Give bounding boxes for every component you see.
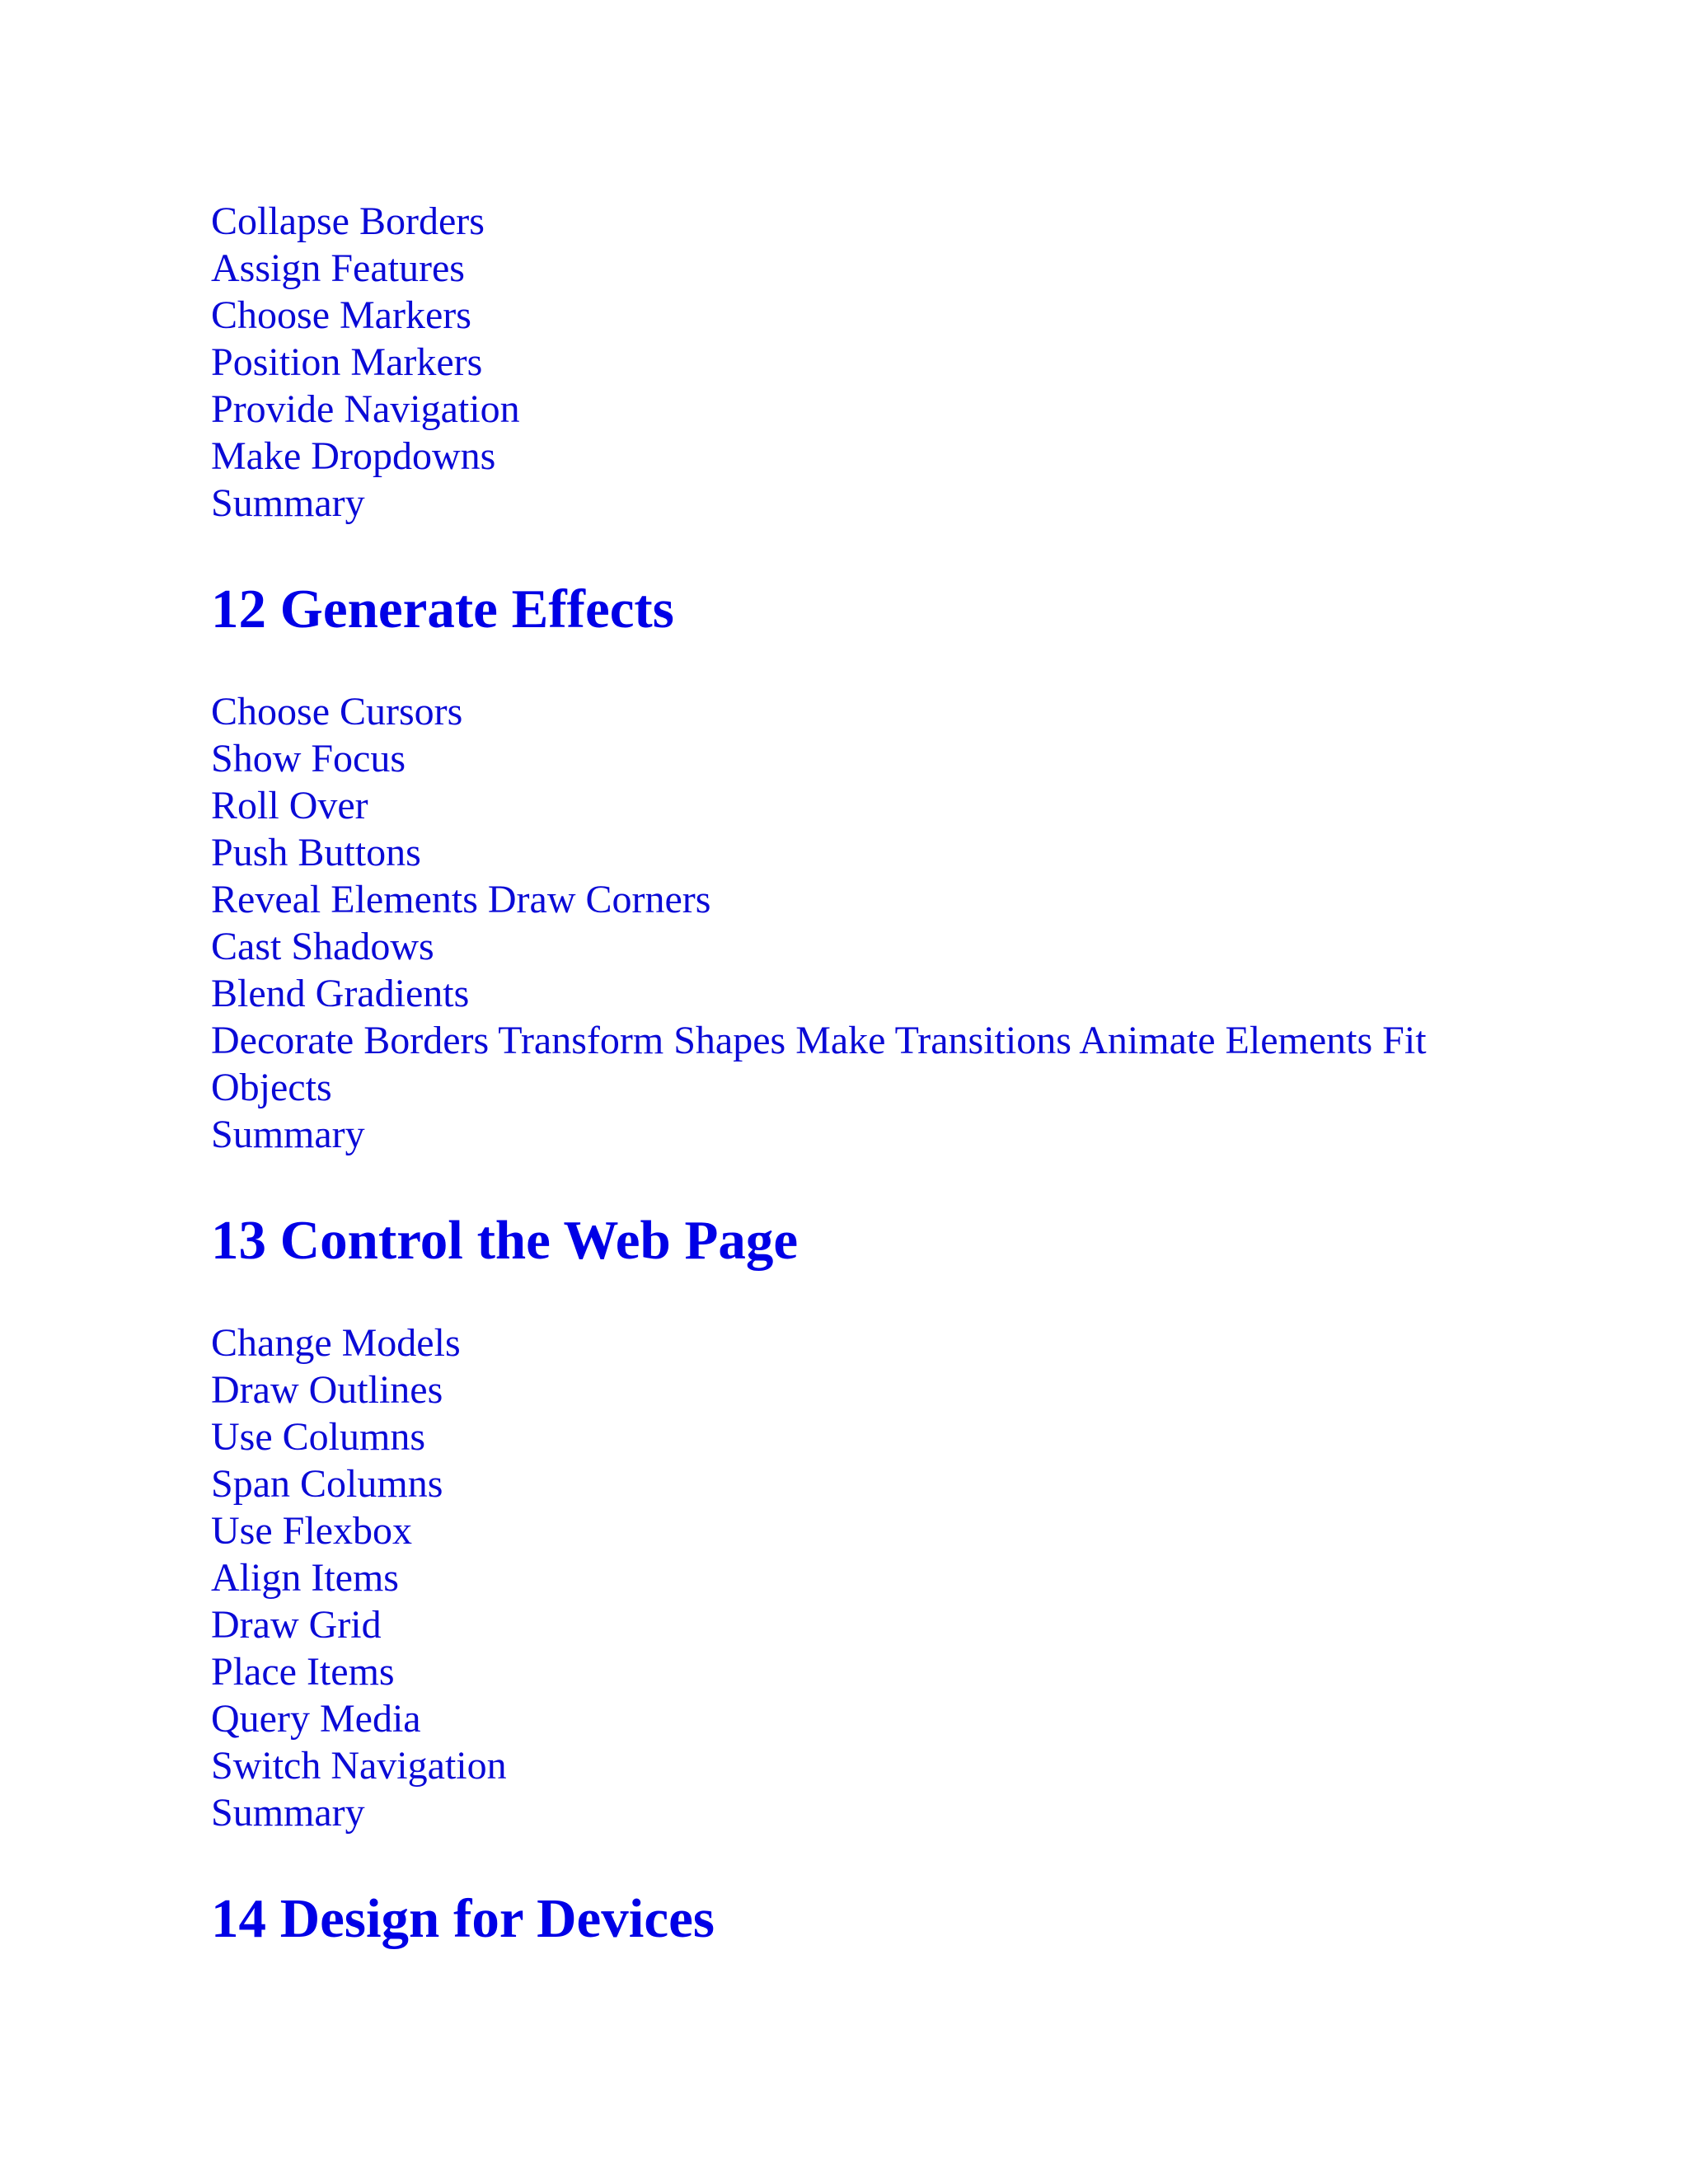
chapter-heading-13[interactable]: 13 Control the Web Page: [211, 1210, 799, 1271]
toc-link-use-columns[interactable]: Use Columns: [211, 1415, 426, 1459]
toc-link-align-items[interactable]: Align Items: [211, 1556, 399, 1600]
toc-link-decorate-borders-group[interactable]: Decorate Borders Transform Shapes Make Transitions Animate Elements Fit Objects: [211, 1019, 1427, 1109]
chapter-12-links: [211, 688, 1497, 1158]
toc-link-choose-cursors[interactable]: Choose Cursors: [211, 690, 463, 733]
chapter-11-links: [211, 198, 1497, 527]
table-of-contents: [211, 198, 1497, 1998]
toc-link-choose-markers[interactable]: Choose Markers: [211, 293, 471, 337]
toc-link-position-markers[interactable]: Position Markers: [211, 340, 483, 384]
toc-link-summary-11[interactable]: Summary: [211, 481, 365, 525]
toc-link-place-items[interactable]: Place Items: [211, 1650, 395, 1694]
toc-link-cast-shadows[interactable]: Cast Shadows: [211, 925, 434, 968]
toc-link-use-flexbox[interactable]: Use Flexbox: [211, 1509, 412, 1553]
chapter-heading-12[interactable]: 12 Generate Effects: [211, 579, 674, 640]
toc-link-switch-navigation[interactable]: Switch Navigation: [211, 1744, 507, 1788]
toc-link-roll-over[interactable]: Roll Over: [211, 784, 368, 827]
toc-link-blend-gradients[interactable]: Blend Gradients: [211, 972, 470, 1015]
chapter-13-links: [211, 1319, 1497, 1836]
toc-link-draw-grid[interactable]: Draw Grid: [211, 1603, 382, 1647]
toc-link-assign-features[interactable]: Assign Features: [211, 246, 465, 290]
toc-link-change-models[interactable]: Change Models: [211, 1321, 461, 1365]
toc-link-collapse-borders[interactable]: Collapse Borders: [211, 199, 485, 243]
toc-link-summary-12[interactable]: Summary: [211, 1113, 365, 1156]
toc-link-show-focus[interactable]: Show Focus: [211, 737, 406, 780]
chapter-heading-14[interactable]: 14 Design for Devices: [211, 1888, 715, 1949]
toc-link-reveal-elements-draw-corners[interactable]: Reveal Elements Draw Corners: [211, 878, 711, 921]
toc-link-provide-navigation[interactable]: Provide Navigation: [211, 387, 520, 431]
toc-link-summary-13[interactable]: Summary: [211, 1791, 365, 1835]
toc-link-push-buttons[interactable]: Push Buttons: [211, 831, 421, 874]
toc-link-query-media[interactable]: Query Media: [211, 1697, 421, 1741]
toc-link-span-columns[interactable]: Span Columns: [211, 1462, 443, 1506]
toc-link-draw-outlines[interactable]: Draw Outlines: [211, 1368, 443, 1412]
toc-link-make-dropdowns[interactable]: Make Dropdowns: [211, 434, 496, 478]
